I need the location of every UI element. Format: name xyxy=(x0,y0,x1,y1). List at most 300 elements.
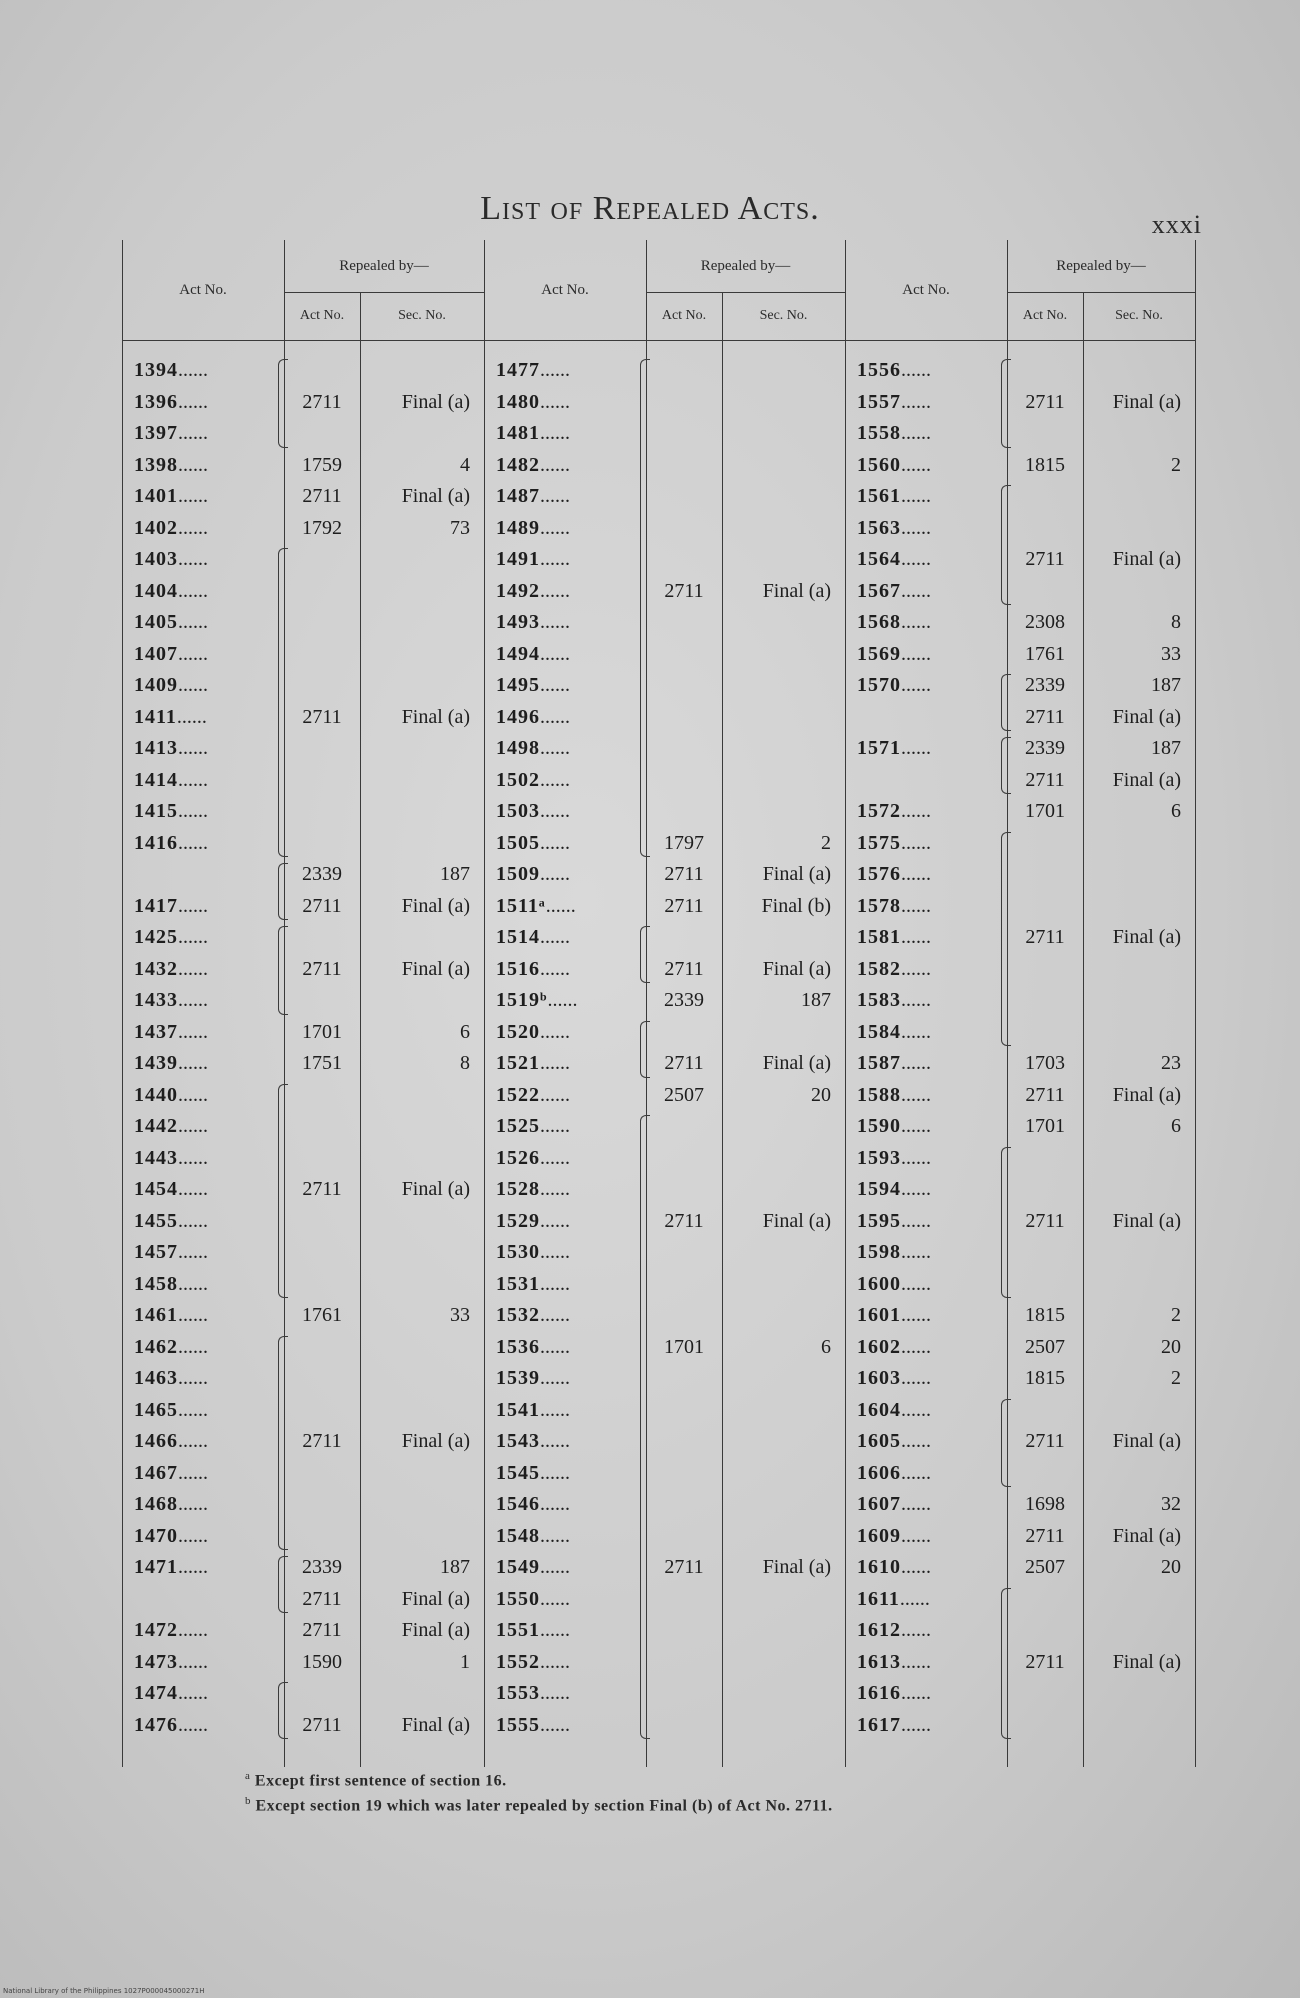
act-number xyxy=(857,796,931,826)
table-row xyxy=(484,1489,845,1519)
table-row xyxy=(122,859,484,889)
act-number-value: 1568 xyxy=(857,611,901,633)
leader-dots: ...... xyxy=(178,422,208,444)
act-number xyxy=(857,544,931,574)
leader-dots: ...... xyxy=(540,1304,570,1326)
act-number xyxy=(496,1458,570,1488)
repealing-act-number: 2711 xyxy=(302,705,342,728)
leader-dots: ...... xyxy=(178,1209,208,1232)
section-number: 20 xyxy=(811,1083,831,1106)
act-number xyxy=(857,1584,930,1614)
act-number xyxy=(857,481,931,511)
section-number: 20 xyxy=(1161,1556,1181,1578)
act-number xyxy=(134,1017,208,1047)
table-row xyxy=(845,418,1195,448)
table-row xyxy=(845,1237,1195,1267)
act-number xyxy=(496,1710,570,1740)
table-row xyxy=(845,1363,1195,1393)
act-number xyxy=(857,859,931,889)
leader-dots: ...... xyxy=(547,989,578,1011)
act-number-value: 1605 xyxy=(857,1430,901,1452)
act-number xyxy=(857,1017,931,1047)
table-row xyxy=(484,355,845,385)
act-number-value: 1612 xyxy=(857,1619,901,1641)
table-row xyxy=(484,1395,845,1425)
act-number-value: 1481 xyxy=(496,422,540,444)
sub-sec-no-header: Sec. No. xyxy=(759,308,808,323)
table-row xyxy=(845,1521,1195,1551)
act-number xyxy=(134,1710,208,1740)
leader-dots: ...... xyxy=(178,1461,208,1484)
leader-dots: ...... xyxy=(540,359,570,381)
leader-dots: ...... xyxy=(178,1619,208,1641)
repealing-act-number: 2711 xyxy=(302,1587,342,1610)
repealing-act-number: 2711 xyxy=(1025,548,1065,570)
act-number-value: 1487 xyxy=(496,485,540,507)
act-number xyxy=(134,1647,208,1677)
repealing-act-number: 2339 xyxy=(664,989,704,1011)
section-number: 187 xyxy=(801,989,831,1011)
act-number xyxy=(857,1458,931,1488)
section-number: 33 xyxy=(1161,642,1181,665)
act-number xyxy=(496,387,570,417)
act-number xyxy=(857,1269,931,1299)
act-number xyxy=(134,1395,208,1425)
repealing-act-number: 2711 xyxy=(664,1209,704,1232)
act-number-value: 1583 xyxy=(857,989,901,1011)
table-row xyxy=(845,733,1195,763)
act-number-value: 1609 xyxy=(857,1524,901,1547)
leader-dots: ...... xyxy=(178,1272,208,1295)
act-number-value: 1492 xyxy=(496,579,540,602)
act-number-value: 1398 xyxy=(134,453,178,476)
section-number: 33 xyxy=(450,1304,470,1326)
leader-dots: ...... xyxy=(901,516,931,539)
act-number-value: 1598 xyxy=(857,1241,901,1263)
act-number-value: 1402 xyxy=(134,516,178,539)
table-row xyxy=(122,828,484,858)
table-row xyxy=(122,954,484,984)
leader-dots: ...... xyxy=(178,1713,208,1736)
section-number: Final (a) xyxy=(1112,768,1181,791)
act-number-value: 1416 xyxy=(134,831,178,854)
table-row xyxy=(122,513,484,543)
group-brace xyxy=(278,863,288,920)
act-number-value: 1584 xyxy=(857,1020,901,1043)
section-number: 6 xyxy=(460,1020,470,1043)
leader-dots: ...... xyxy=(901,863,931,885)
act-number-value: 1470 xyxy=(134,1524,178,1547)
section-number: Final (a) xyxy=(401,390,470,413)
act-number xyxy=(134,1080,208,1110)
repealing-act-number: 2711 xyxy=(664,894,704,917)
table-row xyxy=(845,796,1195,826)
act-number-value: 1413 xyxy=(134,737,178,759)
leader-dots: ...... xyxy=(901,1398,931,1421)
act-number xyxy=(496,1521,570,1551)
act-number-value: 1407 xyxy=(134,642,178,665)
leader-dots: ...... xyxy=(901,1209,931,1232)
section-number: 8 xyxy=(460,1052,470,1074)
repealing-act-number: 1701 xyxy=(302,1020,342,1043)
act-number xyxy=(134,1269,208,1299)
repealing-act-number: 2507 xyxy=(664,1083,704,1106)
act-number xyxy=(496,1426,570,1456)
leader-dots: ...... xyxy=(540,926,570,948)
act-number-value: 1555 xyxy=(496,1713,540,1736)
act-number-value: 1587 xyxy=(857,1052,901,1074)
act-number-value: 1531 xyxy=(496,1272,540,1295)
table-row xyxy=(845,481,1195,511)
act-number-value: 1437 xyxy=(134,1020,178,1043)
repealing-act-number: 1792 xyxy=(302,516,342,539)
leader-dots: ...... xyxy=(178,926,208,948)
act-number-value: 1526 xyxy=(496,1146,540,1169)
repealing-act-number: 2339 xyxy=(302,1556,342,1578)
group-brace xyxy=(1001,1147,1011,1299)
section-number: Final (a) xyxy=(762,1052,831,1074)
act-number xyxy=(134,607,208,637)
act-number-value: 1425 xyxy=(134,926,178,948)
table-row xyxy=(484,387,845,417)
table-row xyxy=(845,859,1195,889)
act-number xyxy=(496,1143,570,1173)
act-number xyxy=(134,1615,208,1645)
act-number xyxy=(496,607,570,637)
table-row xyxy=(845,1615,1195,1645)
act-number xyxy=(496,513,570,543)
sub-act-no-header: Act No. xyxy=(661,308,707,323)
act-number-value: 1593 xyxy=(857,1146,901,1169)
act-number xyxy=(134,513,208,543)
leader-dots: ...... xyxy=(540,1115,570,1137)
leader-dots: ...... xyxy=(901,1083,931,1106)
footnote-text: Except first sentence of section 16. xyxy=(254,1772,507,1790)
leader-dots: ...... xyxy=(901,1052,931,1074)
table-row xyxy=(845,1017,1195,1047)
act-number-value: 1570 xyxy=(857,674,901,696)
leader-dots: ...... xyxy=(178,831,208,854)
act-number xyxy=(857,1426,931,1456)
table-row xyxy=(122,1300,484,1330)
leader-dots: ...... xyxy=(901,1430,931,1452)
act-number-value: 1613 xyxy=(857,1650,901,1673)
table-column-3 xyxy=(845,240,1195,1767)
act-number-value: 1439 xyxy=(134,1052,178,1074)
leader-dots: ...... xyxy=(901,1619,931,1641)
table-row xyxy=(484,1363,845,1393)
group-brace xyxy=(278,1556,288,1613)
section-number: Final (a) xyxy=(401,485,470,507)
act-number xyxy=(857,1710,931,1740)
act-number xyxy=(857,607,931,637)
leader-dots: ...... xyxy=(545,894,576,917)
act-number-value: 1572 xyxy=(857,800,901,822)
leader-dots: ...... xyxy=(901,1493,931,1515)
table-row xyxy=(845,954,1195,984)
table-row xyxy=(845,1395,1195,1425)
leader-dots: ...... xyxy=(540,1524,570,1547)
table-column-1 xyxy=(122,240,484,1767)
act-number-value: 1455 xyxy=(134,1209,178,1232)
repealing-act-number: 1698 xyxy=(1025,1493,1065,1515)
table-row xyxy=(484,1710,845,1740)
leader-dots: ...... xyxy=(540,422,570,444)
act-number xyxy=(857,576,931,606)
act-number-value: 1491 xyxy=(496,548,540,570)
act-number-value: 1548 xyxy=(496,1524,540,1547)
act-number xyxy=(496,1332,570,1362)
act-number-value: 1502 xyxy=(496,768,540,791)
act-number xyxy=(134,733,208,763)
table-row xyxy=(484,1521,845,1551)
act-number-value: 1471 xyxy=(134,1556,178,1578)
act-number xyxy=(857,1521,931,1551)
act-number-value: 1482 xyxy=(496,453,540,476)
group-brace xyxy=(278,1336,288,1551)
leader-dots: ...... xyxy=(540,453,570,476)
sub-sec-no-header: Sec. No. xyxy=(1115,308,1163,323)
act-number-value: 1403 xyxy=(134,548,178,570)
act-number-value: 1417 xyxy=(134,894,178,917)
act-no-header: Act No. xyxy=(179,282,227,298)
section-number: 6 xyxy=(1171,1115,1181,1137)
leader-dots: ...... xyxy=(178,800,208,822)
leader-dots: ...... xyxy=(178,642,208,665)
section-number: Final (a) xyxy=(401,1713,470,1736)
section-number: Final (a) xyxy=(401,1178,470,1200)
table-row xyxy=(122,1647,484,1677)
leader-dots: ...... xyxy=(540,1650,570,1673)
act-number-value: 1457 xyxy=(134,1241,178,1263)
act-number-value: 1541 xyxy=(496,1398,540,1421)
section-number: 187 xyxy=(1151,737,1181,759)
table-row xyxy=(845,1143,1195,1173)
act-number xyxy=(134,1111,208,1141)
act-number-value: 1463 xyxy=(134,1367,178,1389)
leader-dots: ...... xyxy=(901,1272,931,1295)
act-number xyxy=(857,1615,931,1645)
act-number xyxy=(496,418,570,448)
act-number xyxy=(496,1363,570,1393)
act-number-value: 1442 xyxy=(134,1115,178,1137)
act-number xyxy=(134,639,208,669)
page-number: xxxi xyxy=(1151,210,1202,239)
act-number-value: 1409 xyxy=(134,674,178,696)
act-number xyxy=(134,670,208,700)
repealing-act-number: 2711 xyxy=(1025,1650,1065,1673)
table-row xyxy=(122,1174,484,1204)
group-brace xyxy=(640,1021,650,1078)
act-number-value: 1520 xyxy=(496,1020,540,1043)
section-number: Final (a) xyxy=(1112,926,1181,948)
leader-dots: ...... xyxy=(540,1272,570,1295)
table-row xyxy=(122,1332,484,1362)
table-row xyxy=(122,1552,484,1582)
table-row xyxy=(484,1426,845,1456)
table-row xyxy=(484,1237,845,1267)
repealed-by-header: Repealed by— xyxy=(700,258,791,274)
act-number xyxy=(496,954,570,984)
act-number xyxy=(496,733,570,763)
act-number-value: 1604 xyxy=(857,1398,901,1421)
act-number-value: 1498 xyxy=(496,737,540,759)
act-number xyxy=(857,418,931,448)
table-row xyxy=(122,1111,484,1141)
group-brace xyxy=(1001,1399,1011,1488)
act-number-value: 1551 xyxy=(496,1619,540,1641)
table-row xyxy=(484,576,845,606)
leader-dots: ...... xyxy=(901,1650,931,1673)
table-row xyxy=(484,607,845,637)
table-row xyxy=(845,1048,1195,1078)
table-row xyxy=(122,1678,484,1708)
act-number xyxy=(496,576,570,606)
act-number xyxy=(134,1363,208,1393)
table-row xyxy=(845,891,1195,921)
act-number xyxy=(857,1300,931,1330)
repealing-act-number: 1761 xyxy=(1025,642,1065,665)
act-number-value: 1465 xyxy=(134,1398,178,1421)
table-row xyxy=(484,1174,845,1204)
repealed-by-header: Repealed by— xyxy=(1056,258,1146,274)
act-number xyxy=(496,450,570,480)
leader-dots: ...... xyxy=(901,737,931,759)
act-no-header: Act No. xyxy=(902,282,950,298)
leader-dots: ...... xyxy=(901,548,931,570)
act-number-value: 1611 xyxy=(857,1587,900,1610)
repealing-act-number: 1815 xyxy=(1025,1367,1065,1389)
act-number xyxy=(496,1615,570,1645)
leader-dots: ...... xyxy=(540,485,570,507)
repealing-act-number: 2711 xyxy=(664,863,704,885)
table-row xyxy=(122,1048,484,1078)
leader-dots: ...... xyxy=(540,1430,570,1452)
act-number xyxy=(496,765,570,795)
section-number: Final (b) xyxy=(761,894,831,917)
act-number-value: 1564 xyxy=(857,548,901,570)
table-row xyxy=(484,1143,845,1173)
table-row xyxy=(484,1269,845,1299)
act-number-value: 1411 xyxy=(134,705,177,728)
leader-dots: ...... xyxy=(540,516,570,539)
table-row xyxy=(122,1206,484,1236)
leader-dots: ...... xyxy=(901,611,931,633)
act-number xyxy=(134,576,208,606)
act-number-value: 1603 xyxy=(857,1367,901,1389)
table-row xyxy=(484,418,845,448)
act-number xyxy=(857,639,931,669)
act-number-value: 1549 xyxy=(496,1556,540,1578)
leader-dots: ...... xyxy=(540,831,570,854)
table-row xyxy=(845,513,1195,543)
act-number xyxy=(496,1017,570,1047)
table-row xyxy=(484,1017,845,1047)
leader-dots: ...... xyxy=(540,1083,570,1106)
leader-dots: ...... xyxy=(178,1241,208,1263)
table-row xyxy=(845,1174,1195,1204)
act-number xyxy=(857,1395,931,1425)
act-number xyxy=(857,891,931,921)
leader-dots: ...... xyxy=(178,1556,208,1578)
section-number: Final (a) xyxy=(762,579,831,602)
act-number-value: 1552 xyxy=(496,1650,540,1673)
leader-dots: ...... xyxy=(901,800,931,822)
act-number xyxy=(134,765,208,795)
act-number-value: 1505 xyxy=(496,831,540,854)
table-row xyxy=(484,1332,845,1362)
table-row xyxy=(122,1584,484,1614)
section-number: 73 xyxy=(450,516,470,539)
table-row xyxy=(484,954,845,984)
act-number xyxy=(496,1174,570,1204)
act-number xyxy=(134,387,208,417)
act-number-value: 1521 xyxy=(496,1052,540,1074)
leader-dots: ...... xyxy=(901,957,931,980)
repealing-act-number: 2507 xyxy=(1025,1335,1065,1358)
leader-dots: ...... xyxy=(901,1556,931,1578)
act-number-value: 1578 xyxy=(857,894,901,917)
leader-dots: ...... xyxy=(540,1241,570,1263)
table-row xyxy=(122,1363,484,1393)
act-number-value: 1516 xyxy=(496,957,540,980)
act-number xyxy=(134,985,208,1015)
table-row xyxy=(845,607,1195,637)
table-row xyxy=(484,450,845,480)
group-brace xyxy=(1001,485,1011,605)
leader-dots: ...... xyxy=(901,831,931,854)
table-row xyxy=(484,702,845,732)
leader-dots: ...... xyxy=(901,579,931,602)
act-number-value: 1546 xyxy=(496,1493,540,1515)
leader-dots: ...... xyxy=(540,705,570,728)
act-number-value: 1511ᵃ xyxy=(496,894,546,917)
act-number xyxy=(134,891,208,921)
act-number-value: 1396 xyxy=(134,390,178,413)
act-number-value: 1563 xyxy=(857,516,901,539)
table-row xyxy=(122,418,484,448)
leader-dots: ...... xyxy=(540,1335,570,1358)
act-number-value: 1461 xyxy=(134,1304,178,1326)
group-brace xyxy=(278,1084,288,1299)
repealing-act-number: 1751 xyxy=(302,1052,342,1074)
section-number: 2 xyxy=(1171,453,1181,476)
repealing-act-number: 2711 xyxy=(1025,926,1065,948)
repealing-act-number: 2711 xyxy=(1025,1209,1065,1232)
section-number: 6 xyxy=(1171,800,1181,822)
act-number-value: 1458 xyxy=(134,1272,178,1295)
leader-dots: ...... xyxy=(540,390,570,413)
table-row xyxy=(484,670,845,700)
act-number xyxy=(857,513,931,543)
table-row xyxy=(845,985,1195,1015)
act-number xyxy=(134,922,208,952)
act-number-value: 1529 xyxy=(496,1209,540,1232)
table-row xyxy=(122,765,484,795)
act-number-value: 1443 xyxy=(134,1146,178,1169)
leader-dots: ...... xyxy=(178,1398,208,1421)
repealing-act-number: 1701 xyxy=(1025,800,1065,822)
table-row xyxy=(122,1395,484,1425)
group-brace xyxy=(640,926,650,983)
leader-dots: ...... xyxy=(901,390,931,413)
leader-dots: ...... xyxy=(901,1335,931,1358)
repealing-act-number: 2711 xyxy=(302,894,342,917)
table-row xyxy=(122,922,484,952)
table-row xyxy=(122,1080,484,1110)
repealing-act-number: 1761 xyxy=(302,1304,342,1326)
repealing-act-number: 2711 xyxy=(302,485,342,507)
